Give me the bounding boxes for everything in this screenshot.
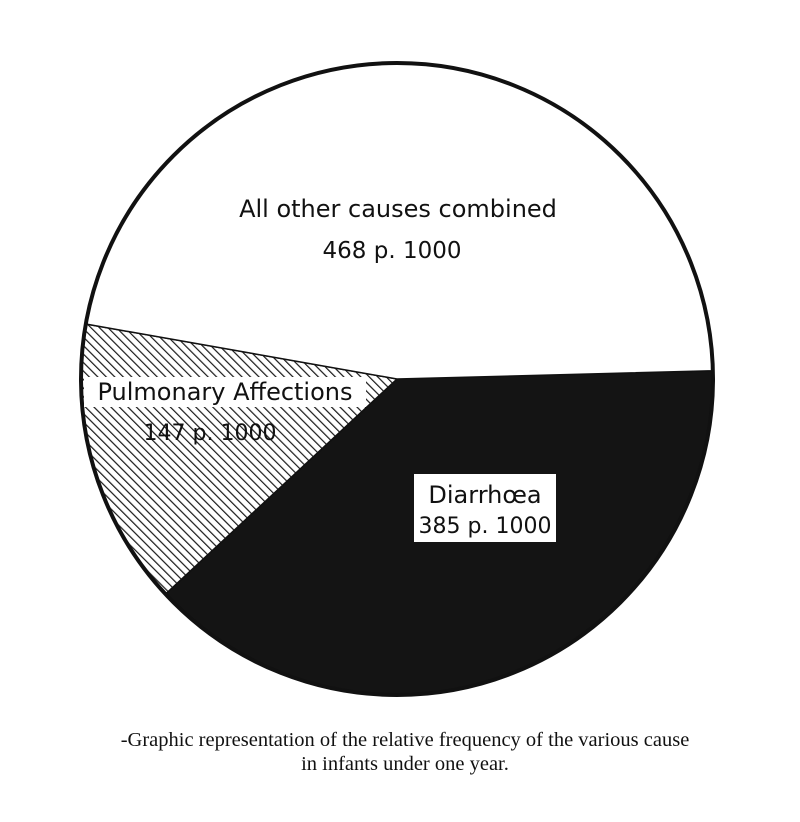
label-diarrhoea: Diarrhœa: [428, 481, 542, 509]
value-other-causes: 468 p. 1000: [322, 238, 462, 264]
figure-caption: [40, 728, 770, 776]
value-pulmonary: 147 p. 1000: [143, 421, 277, 446]
value-diarrhoea: 385 p. 1000: [418, 514, 552, 539]
label-other-causes: All other causes combined: [239, 195, 557, 223]
label-pulmonary: Pulmonary Affections: [97, 378, 353, 406]
caption-line-1: -Graphic representation of the relative frequency of the various cause: [120, 729, 690, 751]
caption-line-2: in infants under one year.: [301, 753, 509, 775]
